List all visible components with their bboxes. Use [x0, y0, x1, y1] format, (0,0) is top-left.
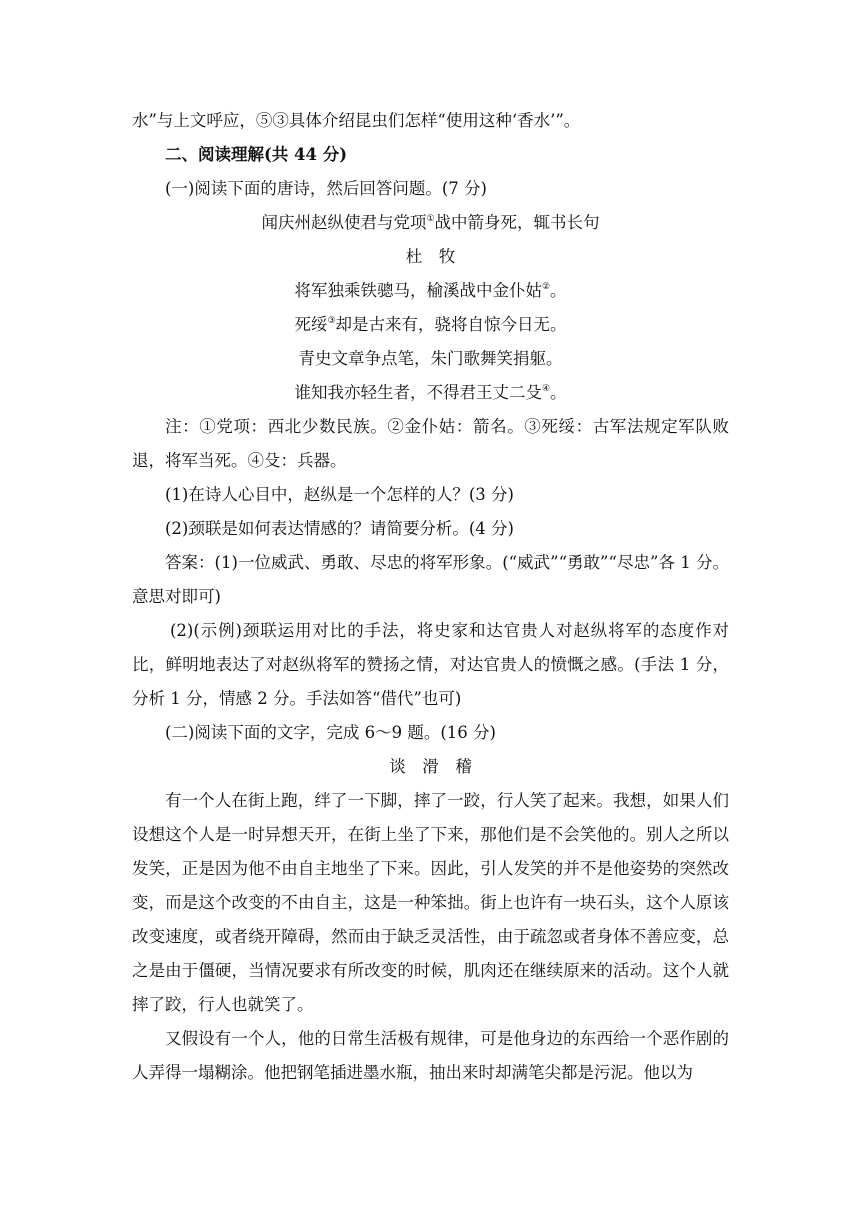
question-2: (2)颈联是如何表达情感的？请简要分析。(4 分): [165, 519, 514, 538]
answer-1: 答案：(1)一位威武、勇敢、尽忠的将军形象。(“威武”“勇敢”“尽忠”各 1 分。意思对即可): [132, 553, 729, 606]
document-page: [132, 104, 729, 1090]
poem-line: 谁知我亦轻生者，不得君王丈二殳④。: [294, 383, 567, 402]
poem-title: 闻庆州赵纵使君与党项①战中箭身死，辄书长句: [261, 213, 600, 232]
poem-line: 青史文章争点笔，朱门歌舞笑捐躯。: [298, 349, 563, 368]
section-heading: 二、阅读理解(共 44 分): [165, 145, 348, 164]
poem-note: 注：①党项：西北少数民族。②金仆姑：箭名。③死绥：古军法规定军队败退，将军当死。④殳：兵器。: [132, 417, 729, 470]
passage-paragraph-2: 又假设有一个人，他的日常生活极有规律，可是他身边的东西给一个恶作剧的人弄得一塌糊涂。他把钢笔插进墨水瓶，抽出来时却满笔尖都是污泥。他以为: [132, 1029, 729, 1082]
answer-2: (2)(示例)颈联运用对比的手法，将史家和达官贵人对赵纵将军的态度作对比，鲜明地表达了对赵纵将军的赞扬之情，对达官贵人的愤慨之感。(手法 1 分，分析 1 分，情感 2 分。手法如答“借代”也可): [132, 621, 729, 708]
poem-line: 将军独乘铁骢马，榆溪战中金仆姑②。: [294, 281, 567, 300]
passage-title: 谈 滑 稽: [389, 757, 472, 776]
poem-instruction: (一)阅读下面的唐诗，然后回答问题。(7 分): [165, 179, 487, 198]
question-1: (1)在诗人心目中，赵纵是一个怎样的人？(3 分): [165, 485, 514, 504]
continuation-text: 水”与上文呼应，⑤③具体介绍昆虫们怎样“使用这种‘香水’”。: [132, 111, 581, 130]
passage-paragraph-1: 有一个人在街上跑，绊了一下脚，摔了一跤，行人笑了起来。我想，如果人们设想这个人是一时异想天开，在街上坐了下来，那他们是不会笑他的。别人之所以发笑，正是因为他不由自主地坐了下来。因此，引人发笑的并不是他姿势的突然改变，而是这个改变的不由自主，这是一种笨拙。街上也许有一块石头，这个人原该改变速度，或者绕开障碍，然而由于缺乏灵活性，由于疏忽或者身体不善应变，总之是由于僵硬，当情况要求有所改变的时候，肌肉还在继续原来的活动。这个人就摔了跤，行人也就笑了。: [132, 791, 729, 1014]
poem-author: 杜 牧: [405, 247, 456, 266]
poem-line: 死绥③却是古来有，骁将自惊今日无。: [294, 315, 567, 334]
passage-instruction: (二)阅读下面的文字，完成 6～9 题。(16 分): [165, 723, 496, 742]
